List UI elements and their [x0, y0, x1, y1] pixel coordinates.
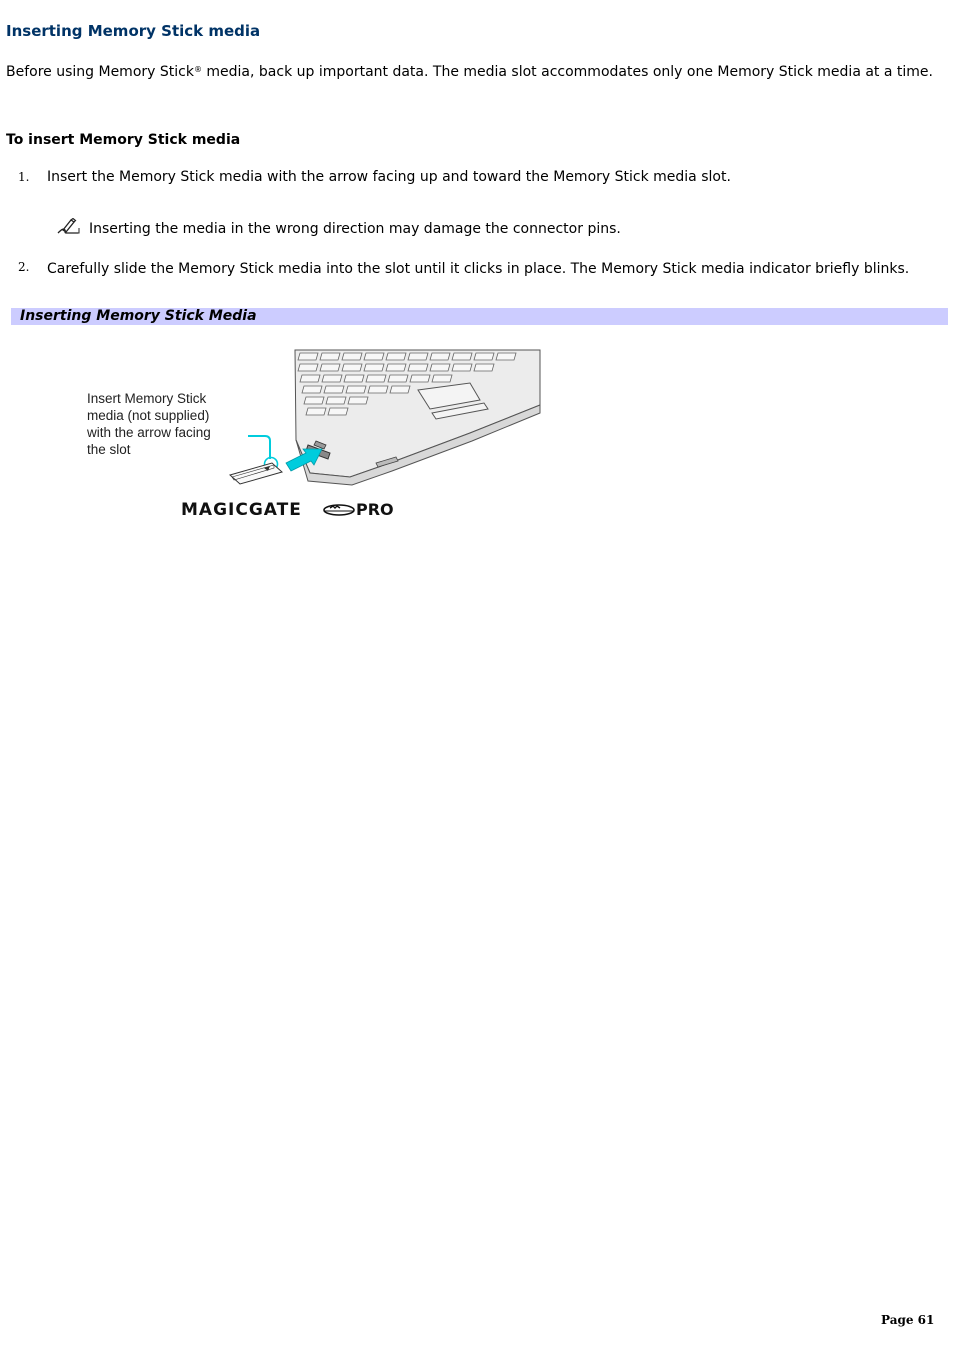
figure-label-line-3: with the arrow facing	[87, 425, 211, 440]
intro-text-end: media, back up important data. The media slot accommodates only one Memory Stick media at a time.	[201, 64, 933, 80]
registered-mark: ®	[193, 65, 202, 74]
page-number: Page 61	[881, 1313, 935, 1327]
figure-caption: Inserting Memory Stick Media	[20, 308, 257, 324]
step-text-1: Insert the Memory Stick media with the arrow facing up and toward the Memory Stick media slot.	[47, 169, 731, 185]
step-number-1: 1.	[18, 170, 30, 184]
step-text-2: Carefully slide the Memory Stick media into the slot until it clicks in place. The Memory Stick media indicator briefly blinks.	[47, 261, 910, 277]
page-title: Inserting Memory Stick media	[6, 22, 261, 40]
note-text: Inserting the media in the wrong direction may damage the connector pins.	[89, 221, 621, 237]
figure-label-line-1: Insert Memory Stick	[87, 391, 207, 406]
figure-label-line-4: the slot	[87, 442, 131, 457]
magicgate-logo: MAGICGATE	[181, 500, 302, 520]
memory-stick-illustration	[60, 345, 560, 530]
procedure-heading: To insert Memory Stick media	[6, 132, 241, 148]
intro-text-start: Before using Memory Stick	[6, 64, 194, 80]
figure-caption-bar	[11, 308, 948, 325]
step-number-2: 2.	[18, 260, 30, 274]
memory-stick-pro-logo: PRO	[356, 500, 394, 519]
note-pen-icon	[56, 218, 80, 236]
intro-paragraph	[6, 64, 946, 81]
figure-label-line-2: media (not supplied)	[87, 408, 210, 423]
